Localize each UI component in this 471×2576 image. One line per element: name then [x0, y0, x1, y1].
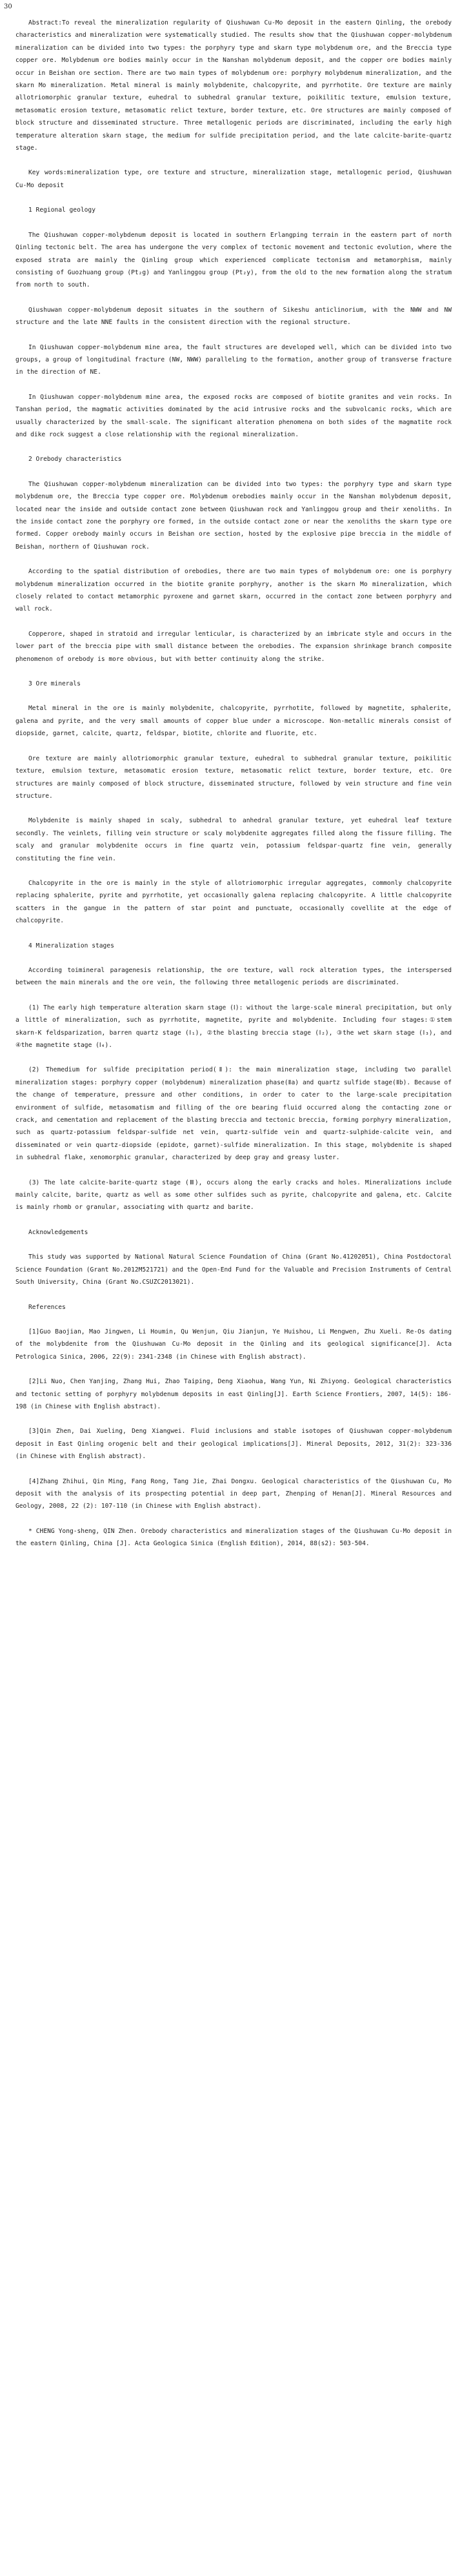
footnote: * CHENG Yong-sheng, QIN Zhen. Orebody characteristics and mineralization stages of the Qiushuwan Cu-Mo deposit in the eastern Qinling, China [J]. Acta Geologica Sinica (English Edition), 2014, 88(s2): 503-504. [15, 1527, 452, 1548]
paragraph: (1) The early high temperature alteration skarn stage (Ⅰ): without the large-scale mineral precipitation, but only a little of mineralization, such as pyrrhotite, magnetite, pyrite and molybdenite. Including four stages:①stem skarn-K feldsparization, barren quartz stage (Ⅰ₁), ②the blasting breccia stage (Ⅰ₂), ③the wet skarn stage (Ⅰ₃), and ④the magnetite stage (Ⅰ₄). [15, 1004, 452, 1049]
section-heading-orebody-characteristics: 2 Orebody characteristics [28, 456, 122, 463]
paragraph: (3) The late calcite-barite-quartz stage (Ⅲ), occurs along the early cracks and holes. Mineralizations include mainly calcite, barite, quartz as well as some other sulfides such as pyrite, chalcopyrite and galena, etc. Calcite is mainly rhomb or granular, associating with quartz and barite. [15, 1179, 452, 1212]
paragraph: In Qiushuwan copper-molybdenum mine area, the exposed rocks are composed of biotite granites and vein rocks. In Tanshan period, the magmatic activities dominated by the acid intrusive rocks and the subvolcanic rocks, which are usually characterized by the small-scale. The significant alteration phenomena on both sides of the magmatite rock and dike rock suggest a close relationship with the regional mineralization. [15, 393, 452, 438]
reference-item: [2]Li Nuo, Chen Yanjing, Zhang Hui, Zhao Taiping, Deng Xiaohua, Wang Yun, Ni Zhiyong. Geological characteristics and tectonic setting of porphyry molybdenum deposits in east Qinling[J]. Earth Science Frontiers, 2007, 14(5): 186-198 (in Chinese with English abstract). [15, 1378, 452, 1410]
section-heading-mineralization-stages: 4 Mineralization stages [28, 942, 114, 949]
abstract: Abstract:To reveal the mineralization regularity of Qiushuwan Cu-Mo deposit in the eastern Qinling, the orebody characteristics and mineralization were systematically studied. The results show that the Qiushuwan copper-molybdenum mineralization can be divided into two types: the porphyry type and skarn type molybdenum ore, and the Breccia type copper ore. Molybdenum ore bodies mainly occur in the Nanshan molybdenum deposit, and the copper ore bodies mainly occur in Beishan ore section. There are two main types of molybdenum ore: porphyry molybdenum mineralization, and the skarn Mo mineralization. Metal mineral is mainly molybdenite, chalcopyrite, and pyrrhotite. Ore texture are mainly allotriomorphic granular texture, euhedral to subhedral granular texture, poikilitic texture, emulsion texture, metasomatic erosion texture, metasomatic relict texture, border texture, etc. Ore structures are mainly composed of block structure and disseminated structure. Three metallogenic periods are discriminated, including the early high temperature alteration skarn stage, the medium for sulfide precipitation period, and the late calcite-barite-quartz stage. [15, 19, 452, 152]
page-number: 30 [4, 3, 12, 10]
acknowledgements-text: This study was supported by National Natural Science Foundation of China (Grant No.41202051), China Postdoctoral Science Foundation (Grant No.2012M521721) and the Open-End Fund for the Valuable and Precision Instruments of Central South University, China (Grant No.CSUZC2013021). [15, 1253, 452, 1286]
reference-item: [3]Qin Zhen, Dai Xueling, Deng Xiangwei. Fluid inclusions and stable isotopes of Qiushuwan copper-molybdenum deposit in East Qinling orogenic belt and their geological implications[J]. Mineral Deposits, 2012, 31(2): 323-336 (in Chinese with English abstract). [15, 1428, 452, 1461]
paragraph: In Qiushuwan copper-molybdenum mine area, the fault structures are developed well, which can be divided into two groups, a group of longitudinal fracture (NW, NWW) paralleling to the formation, another group of transverse fracture in the direction of NE. [15, 343, 452, 376]
paragraph: According to the spatial distribution of orebodies, there are two main types of molybdenum ore: one is porphyry molybdenum mineralization occurred in the biotite granite porphyry, another is the skarn Mo mineralization, which closely related to contact metamorphic pyroxene and garnet skarn, occurred in the contact zone between porphyry and wall rock. [15, 568, 452, 613]
paragraph: Ore texture are mainly allotriomorphic granular texture, euhedral to subhedral granular texture, poikilitic texture, emulsion texture, metasomatic erosion texture, metasomatic relict texture, border texture, etc. Ore structures are mainly composed of block structure, disseminated structure, followed by vein structure and fine vein structure. [15, 755, 452, 800]
paragraph: Chalcopyrite in the ore is mainly in the style of allotriomorphic irregular aggregates, commonly chalcopyrite replacing sphalerite, pyrite and pyrrhotite, yet occasionally galena replacing chalcopyrite. A little chalcopyrite scatters in the gangue in the pattern of star point and punctuate, occasionally covellite at the edge of chalcopyrite. [15, 879, 452, 925]
section-heading-regional-geology: 1 Regional geology [28, 207, 95, 214]
paper-body [15, 17, 452, 1563]
keywords: Key words:mineralization type, ore texture and structure, mineralization stage, metallogenic period, Qiushuwan Cu-Mo deposit [15, 169, 452, 189]
paragraph: The Qiushuwan copper-molybdenum deposit is located in southern Erlangping terrain in the eastern part of north Qinling tectonic belt. The area has undergone the very complex of tectonic movement and tectonic evolution, where the exposed strata are mainly the Qinling group which experienced complicate tectonism and metamorphism, mainly consisting of Guozhuang group (Pt₂g) and Yanlinggou group (Pt₂y), from the old to the new formation along the stratum from north to south. [15, 231, 452, 289]
reference-item: [1]Guo Baojian, Mao Jingwen, Li Houmin, Qu Wenjun, Qiu Jianjun, Ye Huishou, Li Mengwen, Zhu Xueli. Re-Os dating of the molybdenite from the Qiushuwan Cu-Mo deposit in the Qinling and its geological significance[J]. Acta Petrologica Sinica, 2006, 22(9): 2341-2348 (in Chinese with English abstract). [15, 1328, 452, 1361]
paragraph: According toimineral paragenesis relationship, the ore texture, wall rock alteration types, the interspersed between the main minerals and the ore vein, the following three metallogenic periods are discriminated. [15, 966, 452, 987]
section-heading-ore-minerals: 3 Ore minerals [28, 680, 81, 688]
references-heading: References [28, 1303, 66, 1311]
paragraph: Copperore, shaped in stratoid and irregular lenticular, is characterized by an imbricate style and occurs in the lower part of the breccia pipe with small distance between the orebodies. The expansion shrinkage branch composite phenomenon of orebody is more obvious, but with better continuity along the strike. [15, 630, 452, 663]
paragraph: Qiushuwan copper-molybdenum deposit situates in the southern of Sikeshu anticlinorium, with the NWW and NW structure and the late NNE faults in the consistent direction with the regional structure. [15, 306, 452, 327]
paragraph: Molybdenite is mainly shaped in scaly, subhedral to anhedral granular texture, yet euhedral leaf texture secondly. The veinlets, filling vein structure or scaly molybdenite aggregates filled along the fissure filling. The scaly and granular molybdenite occurs in fine quartz vein, potassium feldspar-quartz fine vein, generally constituting the fine vein. [15, 817, 452, 862]
reference-item: [4]Zhang Zhihui, Qin Ming, Fang Rong, Tang Jie, Zhai Dongxu. Geological characteristics of the Qiushuwan Cu, Mo deposit with the analysis of its prospecting potential in deep part, Zhenping of Henan[J]. Mineral Resources and Geology, 2008, 22 (2): 107-110 (in Chinese with English abstract). [15, 1477, 452, 1510]
paragraph: (2) Themedium for sulfide precipitation period(Ⅱ): the main mineralization stage, including two parallel mineralization stages: porphyry copper (molybdenum) mineralization phase(Ⅱa) and quartz sulfide stage(Ⅱb). Because of the change of temperature, pressure and other conditions, in order to cater to the large-scale precipitation environment of sulfide, metasomatism and filling of the ore bearing fluid occurred along the contacting zone or crack, and cementation and replacement of the blasting breccia and tectonic breccia, forming porphyry mineralization, such as quartz-potassium feldspar-sulfide net vein, quartz-sulfide vein and quartz-sulphide-calcite vein, and disseminated or vein quartz-diopside (epidote, garnet)-sulfide mineralization. In this stage, molybdenite is shaped in subhedral flake, xenomorphic granular, characterized by deep gray and greasy luster. [15, 1066, 452, 1162]
paragraph: The Qiushuwan copper-molybdenum mineralization can be divided into two types: the porphyry type and skarn type molybdenum ore, the Breccia type copper ore. Molybdenum orebodies mainly occur in the Nanshan molybdenum deposit, located near the inside and outside contact zone between Qiushuwan rock and Yanlinggou group and their xenoliths. In the inside contact zone the porphyry ore formed, in the outside contact zone or near the xenoliths the skarn type ore formed. Copper orebody mainly occurs in Beishan ore section, hosted by the explosive pipe breccia in the middle of Beishan, northern of Qiushuwan rock. [15, 480, 452, 551]
paragraph: Metal mineral in the ore is mainly molybdenite, chalcopyrite, pyrrhotite, followed by magnetite, sphalerite, galena and pyrite, and the very small amounts of copper blue under a microscope. Non-metallic minerals consist of diopside, garnet, calcite, quartz, feldspar, biotite, chlorite and fluorite, etc. [15, 705, 452, 738]
acknowledgements-heading: Acknowledgements [28, 1228, 88, 1236]
